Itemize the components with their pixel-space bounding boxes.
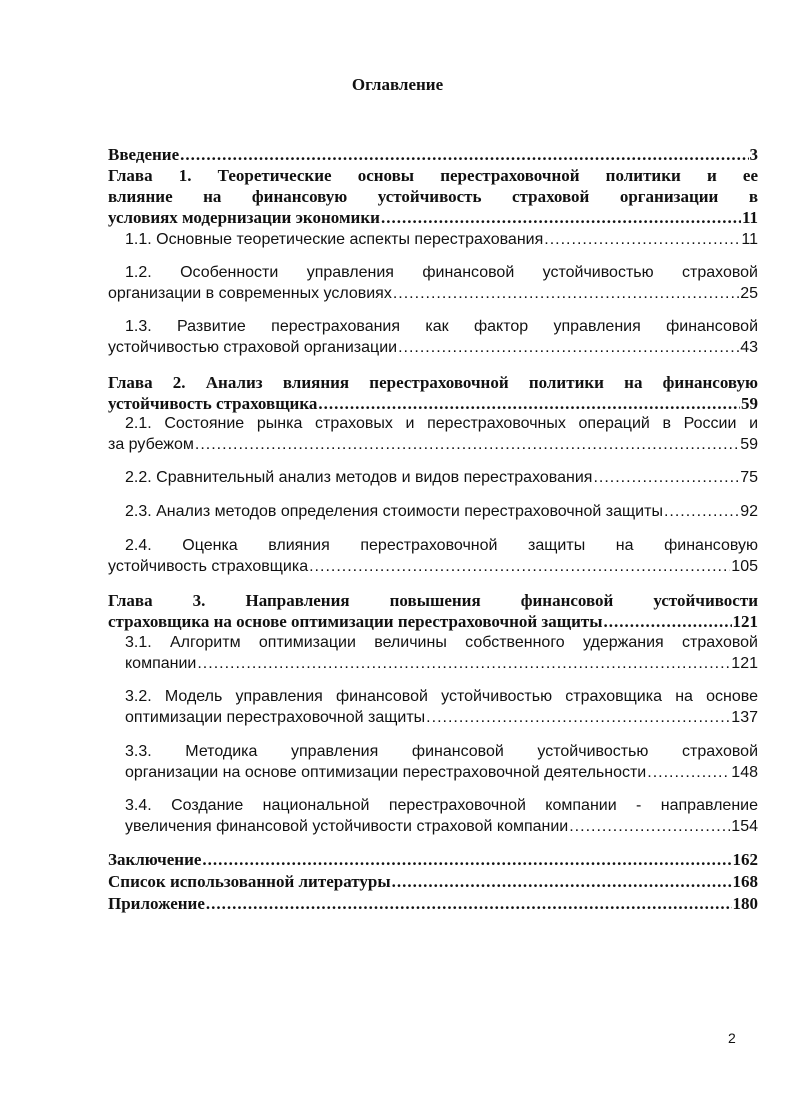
toc-page-number: 121 [731, 655, 758, 672]
toc-leader-dots [318, 393, 740, 414]
toc-label: 2.2. Сравнительный анализ методов и видов перестрахования [125, 469, 593, 486]
toc-section-3-4-line-1: 3.4. Создание национальной перестраховочной компании - направление [125, 797, 758, 814]
page-number: 2 [728, 1030, 736, 1046]
toc-leader-dots [309, 556, 730, 577]
toc-page-number: 3 [749, 145, 758, 164]
toc-entry-chapter-1[interactable] [108, 207, 758, 228]
toc-leader-dots [593, 467, 739, 488]
toc-label: Приложение [108, 894, 205, 913]
toc-entry-references[interactable] [108, 871, 758, 892]
toc-leader-dots [604, 611, 732, 632]
toc-entry-section-2-3[interactable] [125, 501, 758, 522]
toc-entry-section-2-2[interactable] [125, 467, 758, 488]
toc-section-3-1-line-1: 3.1. Алгоритм оптимизации величины собственного удержания страховой [125, 634, 758, 651]
toc-leader-dots [398, 337, 739, 358]
toc-leader-dots [202, 849, 731, 870]
toc-leader-dots [206, 893, 732, 914]
toc-page-number: 162 [732, 850, 758, 869]
toc-label: устойчивость страховщика [108, 558, 309, 575]
toc-page-number: 25 [740, 285, 758, 302]
toc-entry-section-3-3[interactable] [125, 762, 758, 783]
toc-leader-dots [664, 501, 739, 522]
toc-section-3-3-line-1: 3.3. Методика управления финансовой устойчивостью страховой [125, 743, 758, 760]
toc-label: 2.3. Анализ методов определения стоимости перестраховочной защиты [125, 503, 663, 520]
toc-label: за рубежом [108, 436, 194, 453]
toc-entry-introduction[interactable] [108, 144, 758, 165]
toc-label: Заключение [108, 850, 202, 869]
toc-entry-section-1-3[interactable] [108, 337, 758, 358]
toc-entry-section-1-1[interactable] [125, 229, 758, 250]
toc-leader-dots [381, 207, 741, 228]
toc-page-number: 43 [740, 339, 758, 356]
toc-page-number: 59 [741, 394, 758, 413]
toc-page-number: 121 [732, 612, 758, 631]
toc-label: 1.1. Основные теоретические аспекты перестрахования [125, 231, 544, 248]
toc-label: устойчивостью страховой организации [108, 339, 398, 356]
toc-page-number: 180 [732, 894, 758, 913]
toc-page-number: 59 [740, 436, 758, 453]
toc-label: страховщика на основе оптимизации перестраховочной защиты [108, 612, 603, 631]
toc-entry-section-3-1[interactable] [125, 653, 758, 674]
toc-chapter-2-line-1: Глава 2. Анализ влияния перестраховочной политики на финансовую [108, 373, 758, 392]
toc-label: оптимизации перестраховочной защиты [125, 709, 426, 726]
toc-entry-chapter-2[interactable] [108, 393, 758, 414]
toc-leader-dots [393, 283, 739, 304]
toc-label: условиях модернизации экономики [108, 208, 380, 227]
toc-leader-dots [426, 707, 730, 728]
toc-label: увеличения финансовой устойчивости страховой компании [125, 818, 569, 835]
toc-label: организации в современных условиях [108, 285, 392, 302]
toc-leader-dots [180, 144, 748, 165]
toc-page-number: 11 [741, 231, 758, 248]
toc-label: Список использованной литературы [108, 872, 391, 891]
toc-entry-section-3-4[interactable] [125, 816, 758, 837]
toc-label: компании [125, 655, 197, 672]
toc-chapter-1-line-2: влияние на финансовую устойчивость страховой организации в [108, 187, 758, 206]
toc-leader-dots [569, 816, 730, 837]
toc-page-number: 168 [732, 872, 758, 891]
toc-entry-conclusion[interactable] [108, 849, 758, 870]
toc-leader-dots [197, 653, 730, 674]
toc-label: Введение [108, 145, 180, 164]
toc-leader-dots [544, 229, 740, 250]
toc-entry-section-3-2[interactable] [125, 707, 758, 728]
toc-entry-chapter-3[interactable] [108, 611, 758, 632]
page-title: Оглавление [351, 75, 444, 94]
toc-label: организации на основе оптимизации перестраховочной деятельности [125, 764, 647, 781]
toc-entry-section-2-1[interactable] [108, 434, 758, 455]
toc-page-number: 148 [731, 764, 758, 781]
toc-section-1-3-line-1: 1.3. Развитие перестрахования как фактор управления финансовой [125, 318, 758, 335]
toc-entry-appendix[interactable] [108, 893, 758, 914]
toc-chapter-3-line-1: Глава 3. Направления повышения финансовой устойчивости [108, 591, 758, 610]
toc-page-number: 92 [740, 503, 758, 520]
toc-section-2-4-line-1: 2.4. Оценка влияния перестраховочной защиты на финансовую [125, 537, 758, 554]
toc-label: устойчивость страховщика [108, 394, 318, 413]
toc-page-number: 154 [731, 818, 758, 835]
toc-leader-dots [392, 871, 732, 892]
toc-page-number: 11 [741, 208, 758, 227]
toc-page-number: 137 [731, 709, 758, 726]
toc-entry-section-2-4[interactable] [108, 556, 758, 577]
toc-page-number: 75 [740, 469, 758, 486]
toc-section-3-2-line-1: 3.2. Модель управления финансовой устойчивостью страховщика на основе [125, 688, 758, 705]
toc-entry-section-1-2[interactable] [108, 283, 758, 304]
toc-page-number: 105 [731, 558, 758, 575]
toc-leader-dots [647, 762, 730, 783]
toc-leader-dots [195, 434, 739, 455]
toc-chapter-1-line-1: Глава 1. Теоретические основы перестраховочной политики и ее [108, 166, 758, 185]
toc-section-1-2-line-1: 1.2. Особенности управления финансовой устойчивостью страховой [125, 264, 758, 281]
toc-section-2-1-line-1: 2.1. Состояние рынка страховых и перестраховочных операций в России и [125, 415, 758, 432]
